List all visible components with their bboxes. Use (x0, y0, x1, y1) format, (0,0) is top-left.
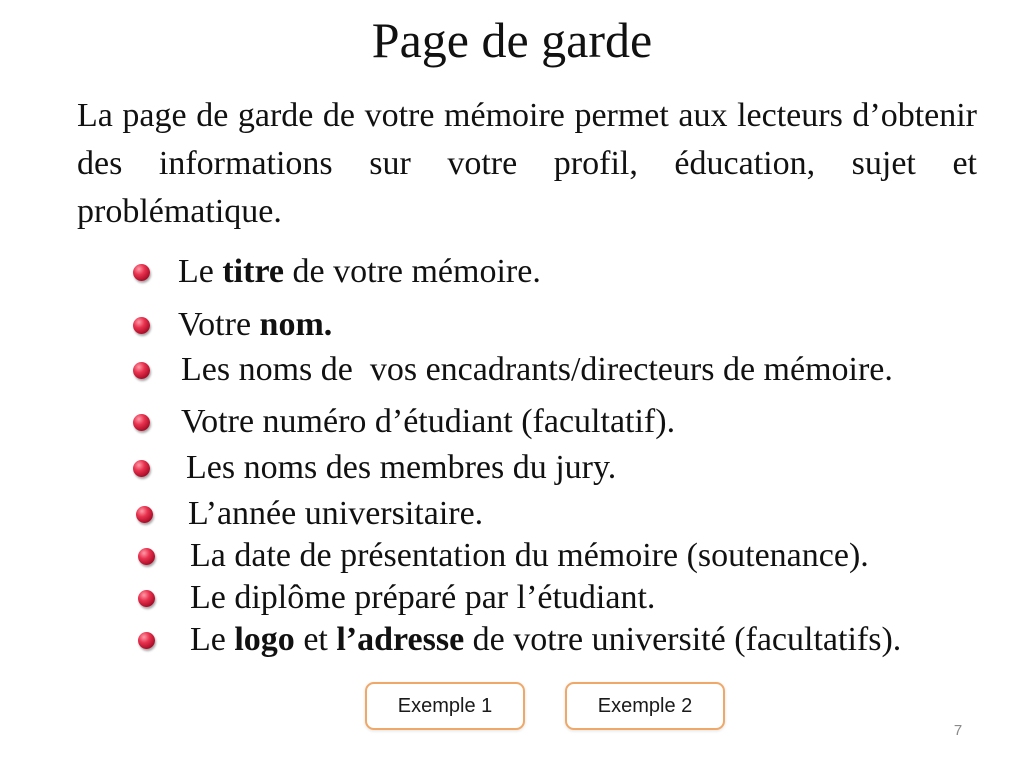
page-number: 7 (953, 722, 963, 739)
bullet-item (138, 620, 901, 660)
bullet-icon (138, 632, 155, 649)
bullet-item (133, 448, 616, 488)
bullet-item (133, 252, 541, 292)
bullet-text-part: et (294, 621, 337, 658)
bullet-text-bold: titre (222, 253, 285, 290)
bullet-text: Le diplôme préparé par l’étudiant. (190, 579, 656, 616)
bullet-text: Les noms de vos encadrants/directeurs de mémoire. (181, 351, 893, 388)
bullet-text-part: Votre (178, 306, 260, 343)
bullet-text-part: de votre mémoire. (284, 253, 541, 290)
slide-title: Page de garde (371, 12, 653, 68)
bullet-text-part: Le (190, 621, 235, 658)
bullet-text: La date de présentation du mémoire (soutenance). (190, 537, 869, 574)
bullet-item (138, 578, 655, 618)
bullet-text: Votre numéro d’étudiant (facultatif). (181, 403, 676, 440)
bullet-icon (133, 460, 150, 477)
bullet-text (178, 305, 332, 345)
bullet-text-part: Le (178, 253, 223, 290)
bullet-icon (133, 264, 150, 281)
bullet-text: L’année universitaire. (188, 495, 484, 532)
example-2-button-label: Exemple 2 (597, 694, 693, 717)
example-1-button-label: Exemple 1 (397, 694, 493, 717)
bullet-item (133, 402, 675, 442)
bullet-icon (136, 506, 153, 523)
bullet-item (133, 350, 893, 390)
bullet-text-bold: l’adresse (336, 621, 465, 658)
bullet-text-part: de votre université (facultatifs). (464, 621, 902, 658)
bullet-icon (133, 362, 150, 379)
bullet-item (133, 305, 332, 345)
bullet-icon (133, 317, 150, 334)
example-1-button[interactable] (365, 682, 525, 730)
bullet-text (190, 620, 901, 660)
bullet-text-bold: logo (234, 621, 295, 658)
bullet-text: Les noms des membres du jury. (186, 449, 617, 486)
bullet-icon (138, 590, 155, 607)
bullet-icon (138, 548, 155, 565)
bullet-text (178, 252, 541, 292)
example-2-button[interactable] (565, 682, 725, 730)
bullet-text-bold: nom. (259, 306, 333, 343)
bullet-icon (133, 414, 150, 431)
bullet-item (138, 536, 869, 576)
bullet-item (136, 494, 483, 534)
intro-paragraph: La page de garde de votre mémoire permet aux lecteurs d’obtenir des informations sur votre profil, éducation, sujet et problématique. (77, 97, 977, 230)
